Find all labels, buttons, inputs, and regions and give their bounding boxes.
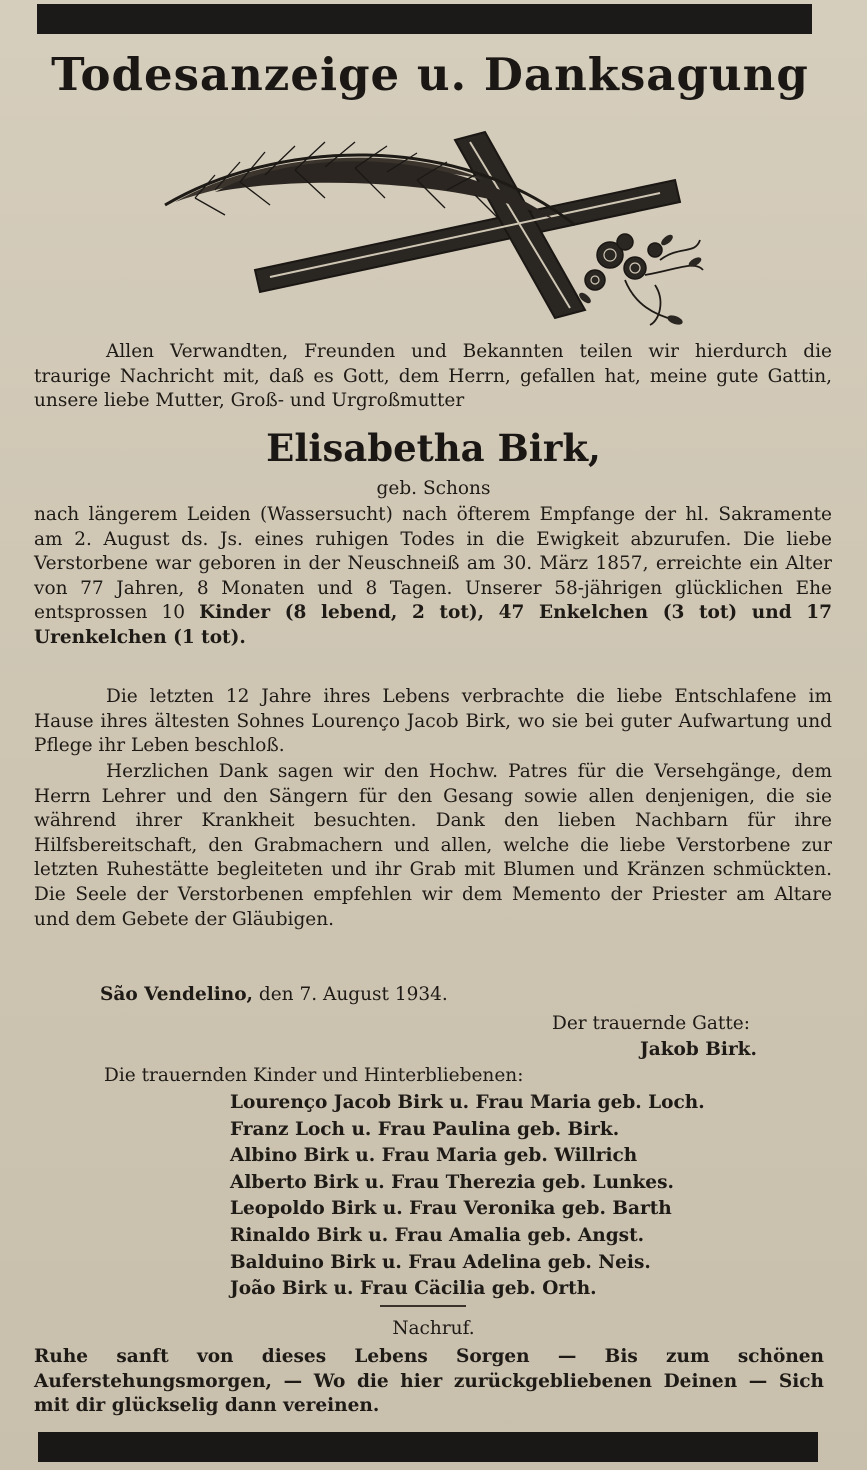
list-item: Albino Birk u. Frau Maria geb. Willrich xyxy=(230,1145,638,1167)
intro-paragraph: Allen Verwandten, Freunden und Bekannten teilen wir hierdurch die traurige Nachricht mit, daß es Gott, dem Herrn, gefallen hat, meine gute Gattin, unsere liebe Mutter, Groß- und Urgroßmutter xyxy=(34,341,832,412)
bottom-black-border xyxy=(38,1432,818,1462)
list-item: Balduino Birk u. Frau Adelina geb. Neis. xyxy=(230,1251,651,1273)
body-paragraph-2: Die letzten 12 Jahre ihres Lebens verbrachte die liebe Entschlafene im Hause ihres ältesten Sohnes Lourenço Jacob Birk, wo sie bei guter Aufwartung und Pflege ihr Leben beschloß. xyxy=(34,686,832,757)
deceased-name: Elisabetha Birk, xyxy=(266,426,601,470)
list-item: Lourenço Jacob Birk u. Frau Maria geb. Loch. xyxy=(230,1092,705,1113)
place: São Vendelino, xyxy=(100,984,253,1005)
children-list xyxy=(230,1090,705,1303)
divider xyxy=(380,1305,466,1307)
maiden-name: geb. Schons xyxy=(376,478,491,499)
list-item: Franz Loch u. Frau Paulina geb. Birk. xyxy=(230,1118,620,1140)
nachruf-title: Nachruf. xyxy=(392,1318,475,1339)
list-item: Leopoldo Birk u. Frau Veronika geb. Barth xyxy=(230,1198,672,1220)
spouse-label: Der trauernde Gatte: xyxy=(552,1013,750,1034)
date: den 7. August 1934. xyxy=(253,984,448,1005)
body-paragraph-1-text: nach längerem Leiden (Wassersucht) nach öfterem Empfange der hl. Sakramente am 2. August ds. Js. eines ruhigen Todes in die Ewigkeit abzurufen. Die liebe Verstorbene war geboren in der Neuschneiß am 30. März 1857, erreichte ein Alter von 77 Jahren, 8 Monaten und 8 Tagen. Unserer 58-jährigen glücklichen Ehe entsprossen 10 xyxy=(34,504,832,624)
cross-with-palm-frond-and-flowers-icon xyxy=(155,120,715,335)
list-item: João Birk u. Frau Cäcilia geb. Orth. xyxy=(230,1278,597,1300)
list-item: Alberto Birk u. Frau Therezia geb. Lunkes. xyxy=(230,1171,674,1193)
notice-title: Todesanzeige u. Danksagung xyxy=(51,48,809,101)
spouse-name: Jakob Birk. xyxy=(640,1039,757,1060)
nachruf-text: Ruhe sanft von dieses Lebens Sorgen — Bis zum schönen Auferstehungsmorgen, — Wo die hier zurückgebliebenen Deinen — Sich mit dir glückselig dann vereinen. xyxy=(34,1346,824,1417)
list-item: Rinaldo Birk u. Frau Amalia geb. Angst. xyxy=(230,1224,645,1246)
body-paragraph-1 xyxy=(34,503,832,651)
descendants-count-text: Kinder (8 lebend, 2 tot), 47 Enkelchen (3 tot) und 17 Urenkelchen (1 tot). xyxy=(34,602,832,648)
children-label: Die trauernden Kinder und Hinterbliebenen: xyxy=(104,1065,524,1086)
body-paragraph-3: Herzlichen Dank sagen wir den Hochw. Patres für die Versehgänge, dem Herrn Lehrer und den Sängern für den Gesang sowie allen denjenigen, die sie während ihrer Krankheit besuchten. Dank den lieben Nachbarn für ihre Hilfsbereitschaft, den Grabmachern und allen, welche die liebe Verstorbene zur letzten Ruhestätte begleiteten und ihr Grab mit Blumen und Kränzen schmückten. Die Seele der Verstorbenen empfehlen wir dem Memento der Priester am Altare und dem Gebete der Gläubigen. xyxy=(34,761,832,930)
top-black-border xyxy=(37,4,812,34)
place-date-line xyxy=(100,983,448,1008)
